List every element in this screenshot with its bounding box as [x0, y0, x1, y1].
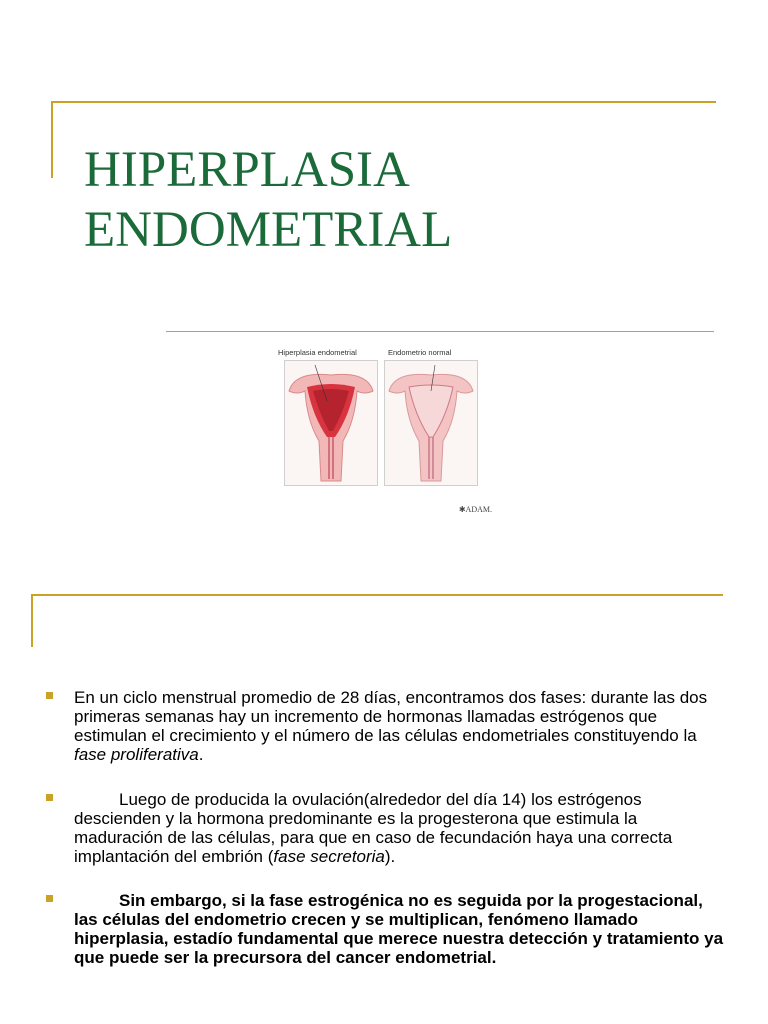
bullet-3-text: Sin embargo, si la fase estrogénica no es seguida por la progestacional, las células del endometrio crecen y se multiplican, fenómeno llamado hiperplasia, estadío fundamental que merece nuestra detección y tratamiento ya que puede ser la precursora del cancer endometrial. [74, 891, 724, 967]
bullet-list [44, 688, 728, 993]
adam-credit-logo: ✱ADAM. [458, 505, 492, 514]
bullet-square-icon [46, 794, 53, 801]
title-top-rule [52, 101, 716, 103]
slide2-top-rule [32, 594, 723, 596]
bullet-item-1 [44, 688, 728, 764]
title-bottom-rule [166, 331, 714, 332]
bullet-square-icon [46, 895, 53, 902]
hyperplasia-panel [284, 360, 378, 486]
bullet-1-tail: . [198, 745, 204, 764]
slide-title [84, 140, 684, 260]
figure-label-hyperplasia: Hiperplasia endometrial [278, 348, 357, 357]
title-line-2: ENDOMETRIAL [84, 202, 453, 258]
title-left-rule [51, 101, 53, 178]
hyperplasia-uterus-icon [285, 361, 377, 485]
bullet-1-text: En un ciclo menstrual promedio de 28 días, encontramos dos fases: durante las dos primeras semanas hay un incremento de hormonas llamadas estrógenos que estimulan el crecimiento y el número de las células endometriales constituyendo la [74, 688, 708, 745]
normal-uterus-icon [385, 361, 477, 485]
bullet-square-icon [46, 692, 53, 699]
figure-label-normal: Endometrio normal [388, 348, 452, 357]
bullet-2-text: Luego de producida la ovulación(alrededor del día 14) los estrógenos descienden y la hormona predominante es la progesterona que estimula la maduración de las células, para que en caso de fecundación haya una correcta implantación del embrión ( [74, 790, 673, 866]
bullet-item-3 [44, 891, 728, 967]
uterus-illustration [272, 346, 496, 518]
normal-panel [384, 360, 478, 486]
slide2-left-rule [31, 594, 33, 647]
title-line-1: HIPERPLASIA [84, 142, 410, 198]
bullet-1-italic: fase proliferativa [74, 745, 199, 764]
bullet-item-2 [44, 790, 728, 866]
bullet-2-italic: fase secretoria [273, 847, 385, 866]
bullet-2-tail: ). [384, 847, 396, 866]
